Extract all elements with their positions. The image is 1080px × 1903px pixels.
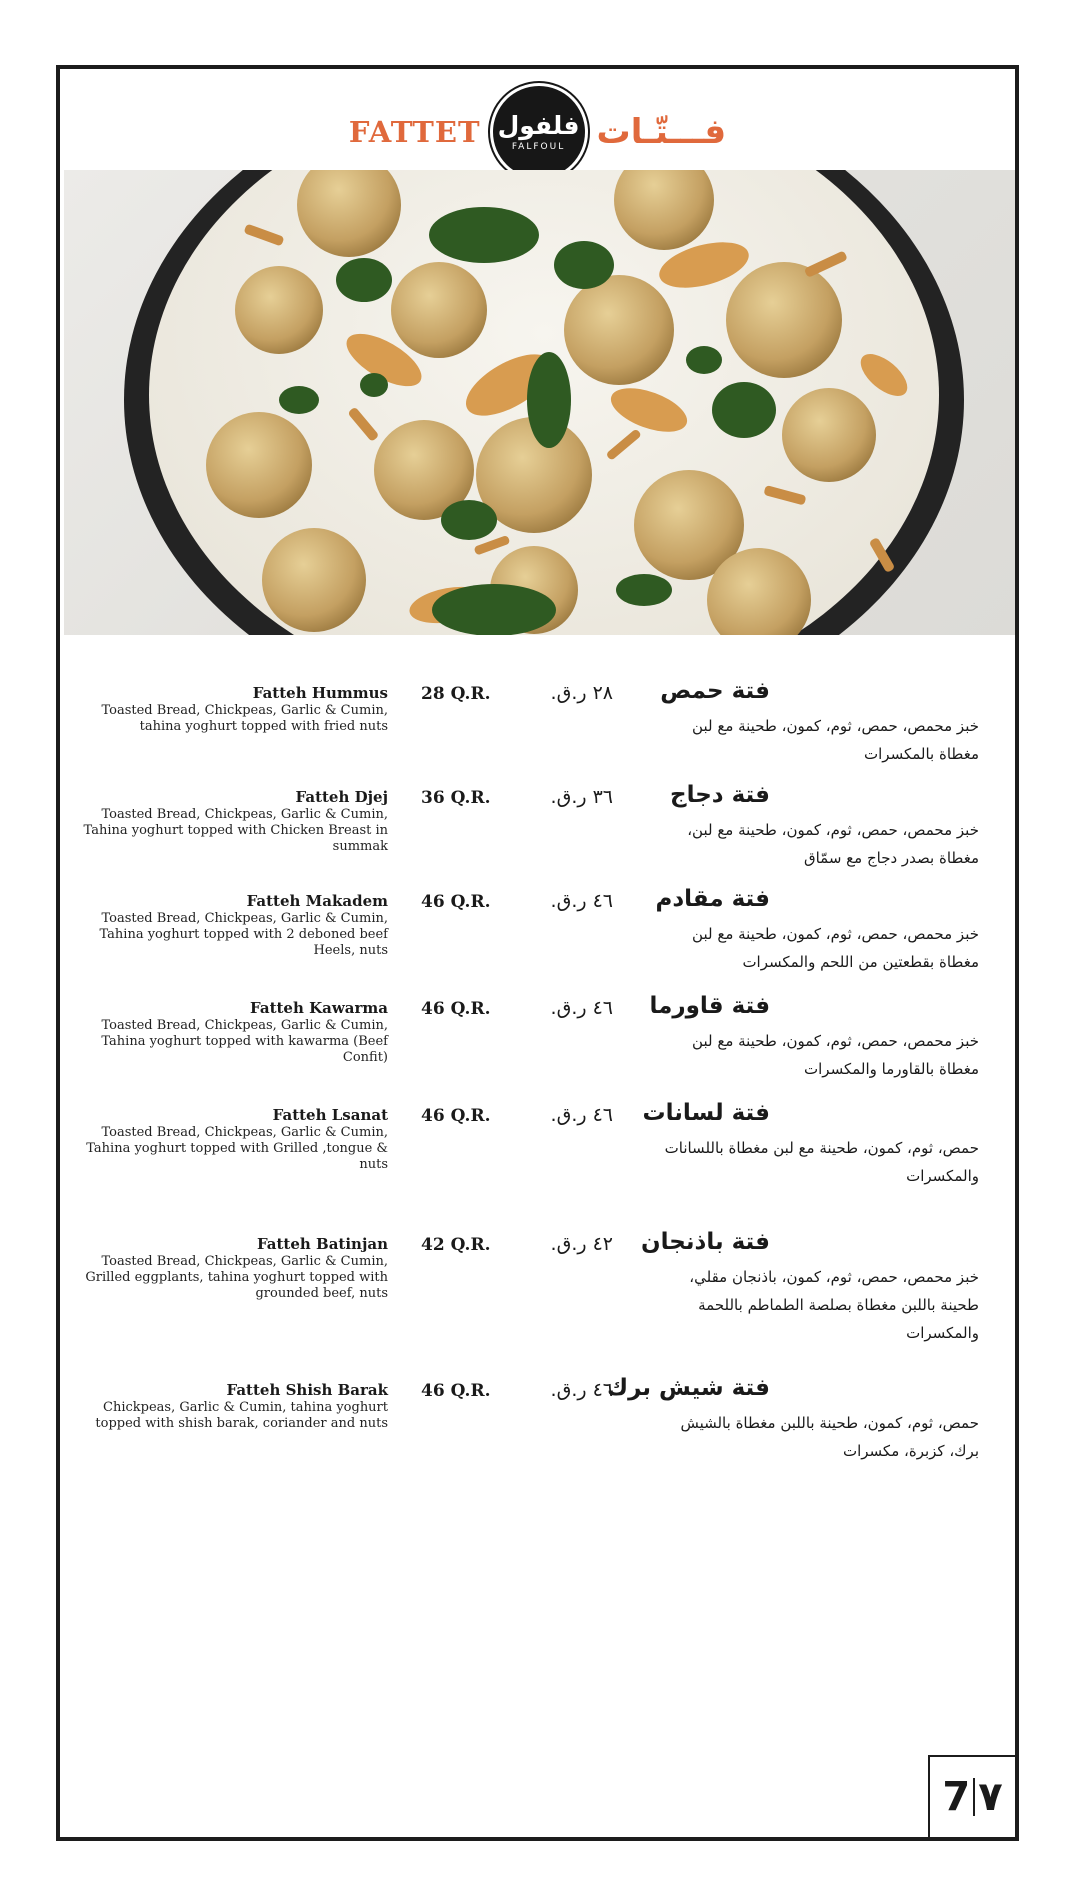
item-price-en: 46 Q.R. <box>421 999 491 1019</box>
item-price-en: 28 Q.R. <box>421 684 491 704</box>
item-desc-ar: خبز محمص، حمص، ثوم، كمون، طحينة مع لبن مغطاة بقطعتين من اللحم والمكسرات <box>692 925 979 971</box>
item-desc-en: Toasted Bread, Chickpeas, Garlic & Cumin, Grilled eggplants, tahina yoghurt topped with grounded beef, nuts <box>85 1254 388 1301</box>
logo-text-ar: فلفول <box>497 111 580 140</box>
section-title-ar: فـــتّـات <box>596 112 727 152</box>
item-name-en: Fatteh Kawarma <box>250 999 388 1017</box>
item-name-ar: فتة شيش برك <box>607 1375 770 1401</box>
item-price-ar: ٤٢ ر.ق. <box>550 1233 613 1255</box>
item-name-en: Fatteh Shish Barak <box>226 1381 388 1399</box>
menu-page <box>56 65 1019 1841</box>
item-price-en: 46 Q.R. <box>421 1106 491 1126</box>
item-desc-en: Toasted Bread, Chickpeas, Garlic & Cumin, Tahina yoghurt topped with Chicken Breast in summak <box>83 807 388 854</box>
item-desc-en: Toasted Bread, Chickpeas, Garlic & Cumin, Tahina yoghurt topped with 2 deboned beef Heels, nuts <box>99 911 388 958</box>
item-desc-en: Toasted Bread, Chickpeas, Garlic & Cumin, tahina yoghurt topped with fried nuts <box>101 703 388 734</box>
item-price-en: 36 Q.R. <box>421 788 491 808</box>
page-number <box>928 1755 1015 1837</box>
item-desc-ar: خبز محمص، حمص، ثوم، كمون، طحينة مع لبن، مغطاة بصدر دجاج مع سمّاق <box>687 821 979 867</box>
item-desc-ar: خبز محمص، حمص، ثوم، كمون، طحينة مع لبن مغطاة بالقاورما والمكسرات <box>692 1032 979 1078</box>
item-desc-ar: حمص، ثوم، كمون، طحينة باللبن مغطاة بالشيش برك، كزبرة، مكسرات <box>680 1414 979 1460</box>
page-number-ar: ٧ <box>978 1774 1003 1820</box>
section-title-en: FATTET <box>348 115 481 149</box>
item-name-ar: فتة حمص <box>660 678 770 704</box>
item-price-en: 42 Q.R. <box>421 1235 491 1255</box>
item-desc-ar: خبز محمص، حمص، ثوم، كمون، طحينة مع لبن مغطاة بالمكسرات <box>692 717 979 763</box>
item-price-ar: ٤٦ ر.ق. <box>550 1379 613 1401</box>
item-desc-en: Toasted Bread, Chickpeas, Garlic & Cumin, Tahina yoghurt topped with kawarma (Beef Confit) <box>101 1018 388 1065</box>
fatteh-dish-photo <box>64 170 1015 635</box>
item-name-ar: فتة قاورما <box>649 993 770 1019</box>
item-price-ar: ٣٦ ر.ق. <box>550 786 613 808</box>
section-header <box>60 91 1015 173</box>
item-price-en: 46 Q.R. <box>421 892 491 912</box>
item-name-ar: فتة باذنجان <box>641 1229 770 1255</box>
item-name-ar: فتة دجاج <box>670 782 770 808</box>
item-name-en: Fatteh Djej <box>295 788 388 806</box>
item-desc-ar: حمص، ثوم، كمون، طحينة مع لبن مغطاة باللسانات والمكسرات <box>664 1139 979 1185</box>
item-price-ar: ٤٦ ر.ق. <box>550 997 613 1019</box>
item-desc-en: Toasted Bread, Chickpeas, Garlic & Cumin, Tahina yoghurt topped with Grilled ,tongue & nuts <box>86 1125 388 1172</box>
item-name-ar: فتة لسانات <box>642 1100 770 1126</box>
item-name-en: Fatteh Lsanat <box>272 1106 388 1124</box>
dish-illustration <box>64 170 1015 635</box>
logo-text-en: FALFOUL <box>511 142 566 152</box>
item-price-ar: ٢٨ ر.ق. <box>550 682 613 704</box>
item-price-ar: ٤٦ ر.ق. <box>550 890 613 912</box>
item-price-ar: ٤٦ ر.ق. <box>550 1104 613 1126</box>
item-desc-ar: خبز محمص، حمص، ثوم، كمون، باذنجان مقلي، طحينة باللبن مغطاة بصلصة الطماطم باللحمة والمكسرات <box>689 1268 979 1342</box>
item-name-ar: فتة مقادم <box>655 886 770 912</box>
item-name-en: Fatteh Batinjan <box>256 1235 388 1253</box>
item-price-en: 46 Q.R. <box>421 1381 491 1401</box>
item-name-en: Fatteh Hummus <box>252 684 388 702</box>
falfoul-logo <box>493 86 585 178</box>
item-name-en: Fatteh Makadem <box>246 892 388 910</box>
page-number-en: 7 <box>942 1774 971 1820</box>
item-desc-en: Chickpeas, Garlic & Cumin, tahina yoghurt topped with shish barak, coriander and nuts <box>95 1400 388 1431</box>
page-number-divider <box>973 1778 975 1816</box>
